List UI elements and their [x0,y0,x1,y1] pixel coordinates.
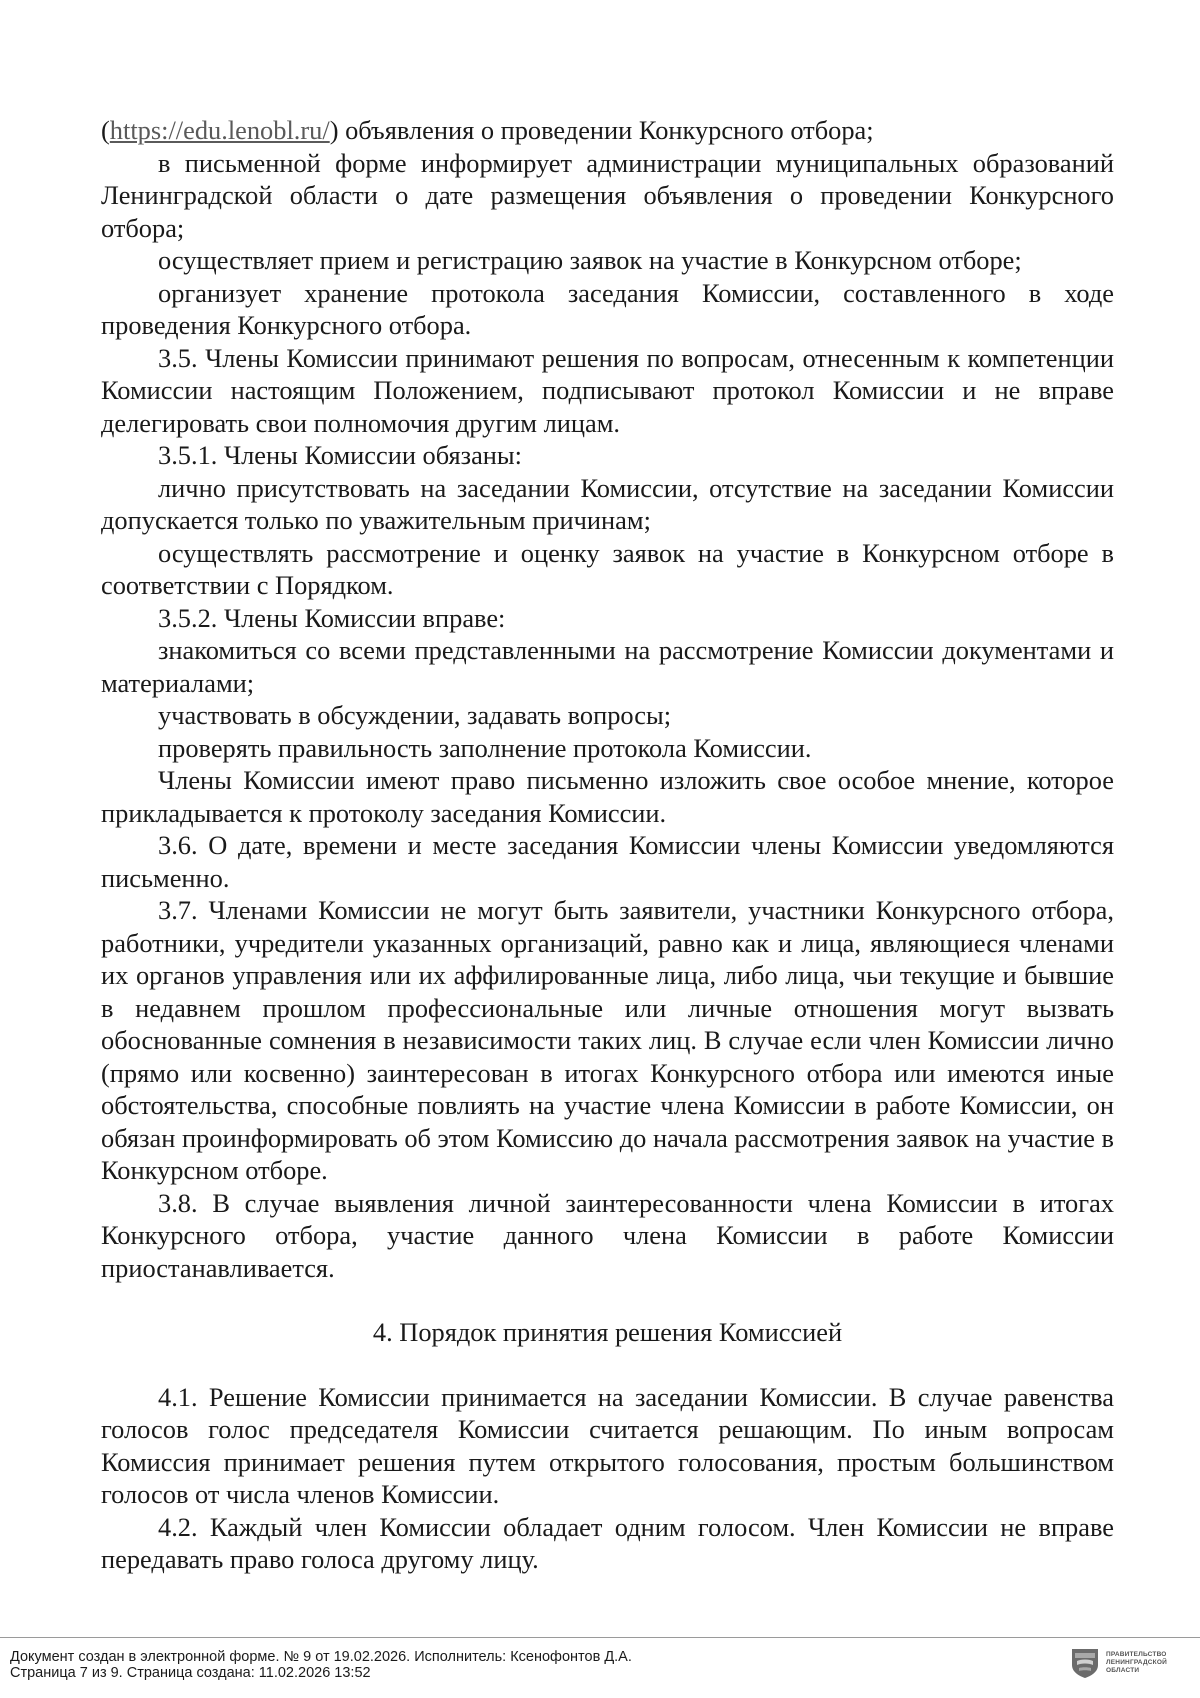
paragraph: 3.5.1. Члены Комиссии обязаны: [158,440,522,470]
logo-caption: ПРАВИТЕЛЬСТВО ЛЕНИНГРАДСКОЙ ОБЛАСТИ [1106,1651,1167,1674]
paragraph: участвовать в обсуждении, задавать вопросы; [158,700,672,730]
open-paren: ( [101,115,110,145]
document-body [101,114,1114,1576]
paragraph: 3.8. В случае выявления личной заинтересованности члена Комиссии в итогах Конкурсного отбора, участие данного члена Комиссии в работе Комиссии приостанавливается. [101,1187,1114,1283]
paragraph: 4.2. Каждый член Комиссии обладает одним голосом. Член Комиссии не вправе передавать право голоса другому лицу. [101,1511,1114,1574]
paragraph: 3.6. О дате, времени и месте заседания Комиссии члены Комиссии уведомляются письменно. [101,830,1114,893]
paragraph: 3.5. Члены Комиссии принимают решения по вопросам, отнесенным к компетенции Комиссии настоящим Положением, подписывают протокол Комиссии и не вправе делегировать свои полномочия другим лицам. [101,342,1114,438]
paragraph: 3.7. Членами Комиссии не могут быть заявители, участники Конкурсного отбора, работники, учредители указанных организаций, равно как и лица, являющиеся членами их органов управления или их аффилированные лица, либо лица, чьи текущие и бывшие в недавнем прошлом профессиональные или личные отношения могут вызвать обоснованные сомнения в независимости таких лиц. В случае если член Комиссии лично (прямо или косвенно) заинтересован в итогах Конкурсного отбора или имеются иные обстоятельства, способные повлиять на участие члена Комиссии в работе Комиссии, он обязан проинформировать об этом Комиссию до начала рассмотрения заявок на участие в Конкурсном отборе. [101,895,1114,1185]
paragraph: 3.5.2. Члены Комиссии вправе: [158,602,506,633]
footer-line-document: Документ создан в электронной форме. № 9 от 19.02.2026. Исполнитель: Ксенофонтов Д.А. [10,1649,632,1665]
paragraph: осуществлять рассмотрение и оценку заявок на участие в Конкурсном отборе в соответствии с Порядком. [101,537,1114,600]
section-heading: 4. Порядок принятия решения Комиссией [372,1317,843,1347]
footer-info [10,1649,632,1681]
paragraph: в письменной форме информирует администрации муниципальных образований Ленинградской области о дате размещения объявления о проведении Конкурсного отбора; [101,147,1114,243]
edu-lenobl-link[interactable]: https://edu.lenobl.ru/ [109,115,330,145]
paragraph: знакомиться со всеми представленными на рассмотрение Комиссии документами и материалами; [101,635,1114,698]
intro-rest-text: ) объявления о проведении Конкурсного отбора; [329,115,874,145]
footer-divider [0,1637,1200,1638]
government-logo [1070,1645,1195,1681]
paragraph: 4.1. Решение Комиссии принимается на заседании Комиссии. В случае равенства голосов голос председателя Комиссии считается решающим. По иным вопросам Комиссия принимает решения путем открытого голосования, простым большинством голосов от числа членов Комиссии. [101,1381,1114,1509]
paragraph: организует хранение протокола заседания Комиссии, составленного в ходе проведения Конкурсного отбора. [101,277,1114,340]
paragraph: Члены Комиссии имеют право письменно изложить свое особое мнение, которое прикладывается к протоколу заседания Комиссии. [101,765,1114,828]
paragraph: осуществляет прием и регистрацию заявок на участие в Конкурсном отборе; [158,245,1022,275]
paragraph: проверять правильность заполнение протокола Комиссии. [158,732,812,763]
intro-paragraph [101,114,1114,147]
coat-of-arms-icon [1070,1647,1100,1679]
footer-line-page: Страница 7 из 9. Страница создана: 11.02.2026 13:52 [10,1665,371,1681]
paragraph: лично присутствовать на заседании Комиссии, отсутствие на заседании Комиссии допускается только по уважительным причинам; [101,472,1114,535]
